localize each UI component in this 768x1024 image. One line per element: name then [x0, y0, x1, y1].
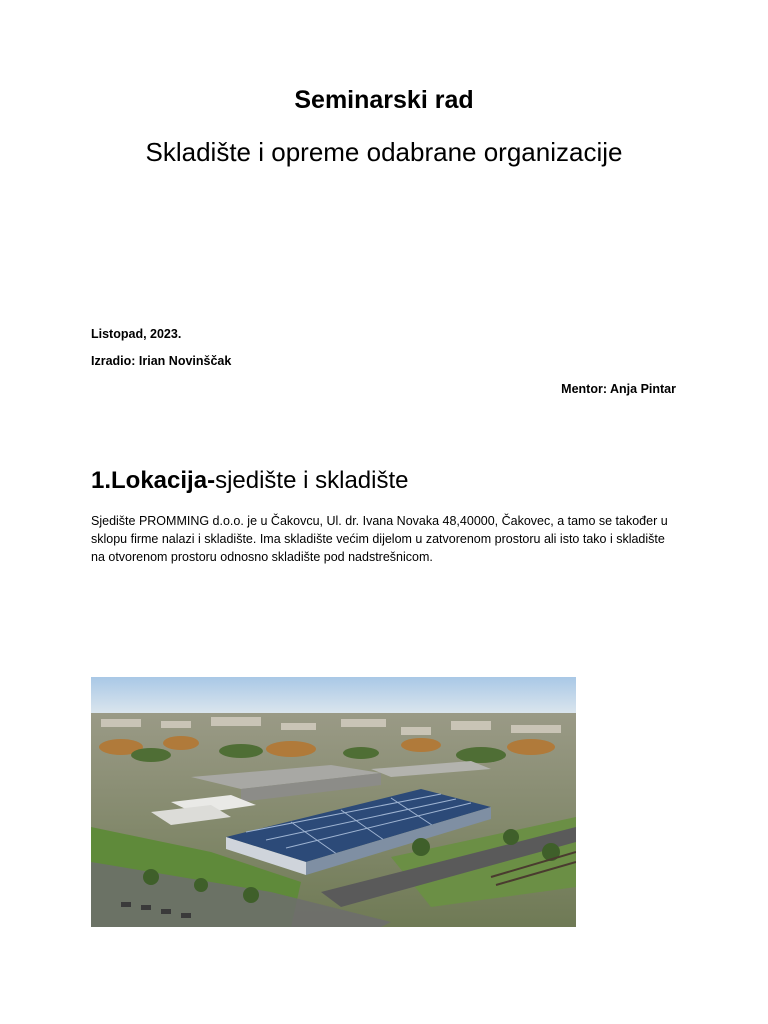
section-heading-bold: 1.Lokacija-: [91, 467, 216, 494]
aerial-warehouse-photo: [91, 677, 576, 927]
section-heading: [91, 467, 408, 495]
document-subtitle: Skladište i opreme odabrane organizacije: [145, 137, 623, 167]
document-author: Izradio: Irian Novinščak: [91, 354, 232, 368]
section-paragraph: Sjedište PROMMING d.o.o. je u Čakovcu, Ul. dr. Ivana Novaka 48,40000, Čakovec, a tamo se također u sklopu firme nalazi i skladište. Ima skladište većim dijelom u zatvorenom prostoru ali isto tako i skladište na otvorenom prostoru odnosno skladište pod nadstrešnicom.: [91, 514, 668, 564]
document-mentor: Mentor: Anja Pintar: [561, 382, 676, 396]
aerial-photo-illustration: [91, 677, 576, 927]
document-title: Seminarski rad: [294, 86, 474, 114]
section-heading-rest: sjedište i skladište: [215, 467, 409, 494]
document-date: Listopad, 2023.: [91, 327, 182, 341]
